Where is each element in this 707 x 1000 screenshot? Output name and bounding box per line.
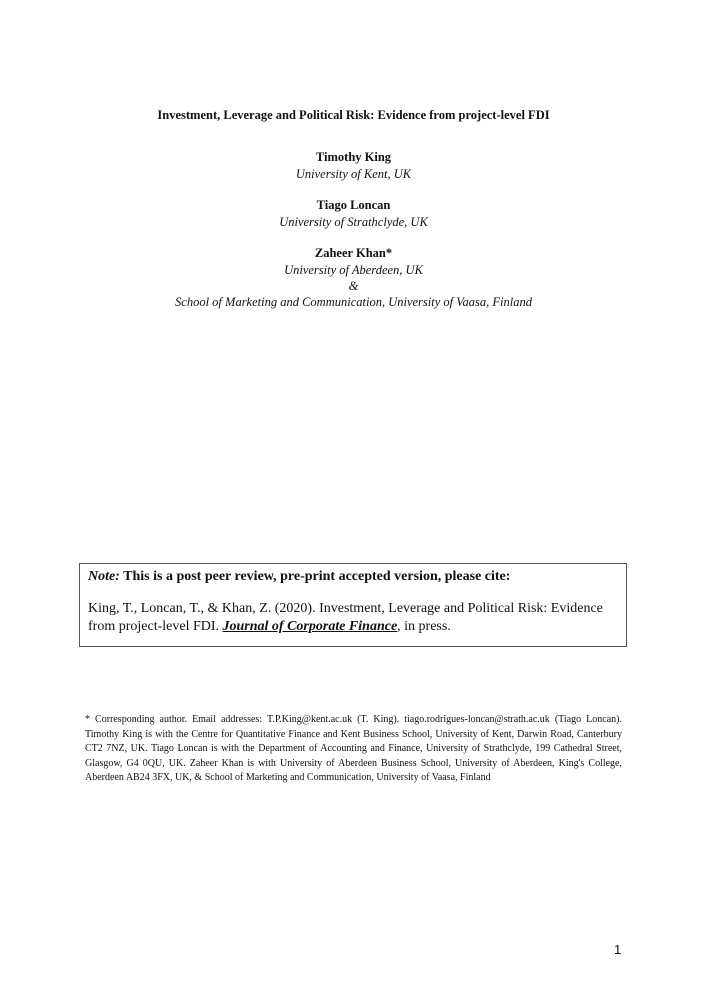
author-affiliation: University of Strathclyde, UK (279, 215, 428, 229)
author-affiliation: University of Kent, UK (295, 167, 412, 181)
page-number: 1 (614, 942, 622, 957)
citation-suffix: , in press. (397, 619, 451, 634)
note-label: Note: (88, 569, 120, 584)
author-name: Zaheer Khan* (314, 246, 393, 260)
affiliation-ampersand: & (348, 279, 359, 293)
journal-link[interactable]: Journal of Corporate Finance (222, 619, 398, 634)
citation-note-box (79, 563, 627, 647)
corresponding-author-footnote: * Corresponding author. Email addresses: T.P.King@kent.ac.uk (T. King). tiago.rodrigues-loncan@strath.ac.uk (Tiago Loncan). Timothy King is with the Centre for Quantitative Finance and Kent Business School, University of Kent, Darwin Road, Canterbury CT2 7NZ, UK. Tiago Loncan is with the Department of Accounting and Finance, University of Strathclyde, 199 Cathedral Street, Glasgow, G4 0QU, UK. Zaheer Khan is with University of Aberdeen Business School, University of Aberdeen, King's College, Aberdeen AB24 3FX, UK, & School of Marketing and Communication, University of Vaasa, Finland (85, 714, 622, 783)
author-name: Tiago Loncan (316, 198, 391, 212)
note-heading-text: This is a post peer review, pre-print accepted version, please cite: (119, 569, 511, 584)
author-block-loncan (0, 197, 707, 230)
paper-title: Investment, Leverage and Political Risk: Evidence from project-level FDI (157, 108, 550, 122)
author-block-khan (0, 245, 707, 310)
author-block-king (0, 149, 707, 182)
note-citation (88, 600, 618, 636)
author-affiliation: University of Aberdeen, UK (284, 263, 423, 277)
note-heading (88, 568, 618, 586)
author-name: Timothy King (315, 150, 392, 164)
author-affiliation: School of Marketing and Communication, University of Vaasa, Finland (175, 295, 532, 309)
citation-text: King, T., Loncan, T., & Khan, Z. (2020). Investment, Leverage and Political Risk: Evidence from project-level FDI. (88, 601, 603, 634)
